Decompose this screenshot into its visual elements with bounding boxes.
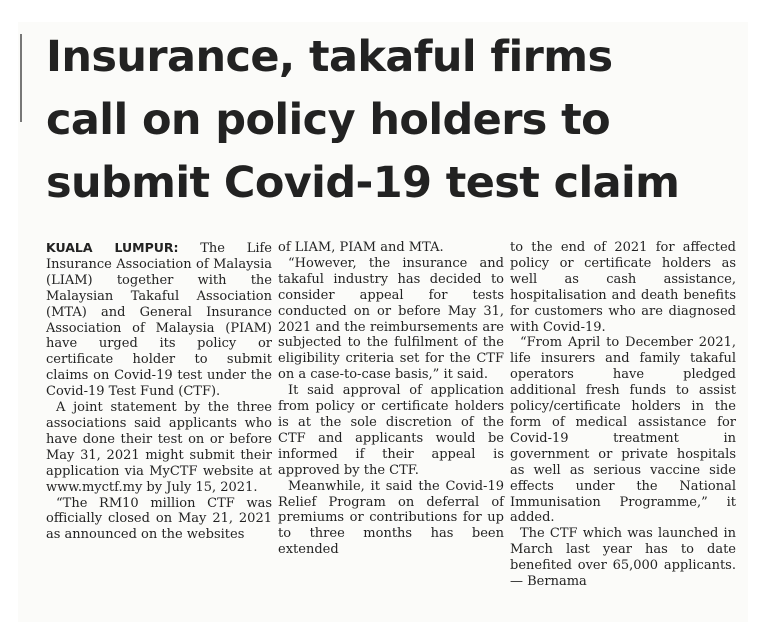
article-paragraph: “The RM10 million CTF was officially closed on May 21, 2021 as announced on the websites <box>46 495 272 543</box>
article-paragraph <box>46 240 272 400</box>
headline-line-3: submit Covid-19 test claim <box>46 158 680 208</box>
article-paragraph: of LIAM, PIAM and MTA. <box>278 240 444 255</box>
article-paragraph: “From April to December 2021, life insurers and family takaful operators have pledged additional fresh funds to assist policy/certificate holders in the form of medical assistance for Covid-19 treatment in government or private hospitals as well as serious vaccine side effects under the National Immunisation Programme,” it added. <box>510 335 736 526</box>
article-paragraph: to the end of 2021 for affected policy or certificate holders as well as cash assistance, hospitalisation and death benefits for customers who are diagnosed with Covid-19. <box>510 240 736 335</box>
article-paragraph: “However, the insurance and takaful industry has decided to consider appeal for tests conducted on or before May 31, 2021 and the reimbursements are subjected to the fulfilment of the eligibility criteria set for the CTF on a case-to-case basis,” it said. <box>278 255 504 383</box>
article-paragraph: The CTF which was launched in March last year has to date benefited over 65,000 applicants. — Bernama <box>510 526 736 590</box>
article-column-3 <box>510 240 736 620</box>
article-body <box>46 240 736 620</box>
headline <box>46 26 736 215</box>
article-paragraph: A joint statement by the three associations said applicants who have done their test on or before May 31, 2021 might submit their application via MyCTF website at www.myctf.my by July 15, 2021. <box>46 400 272 495</box>
article-column-1 <box>46 240 272 620</box>
dateline: KUALA LUMPUR: <box>46 240 179 255</box>
article-paragraph: Meanwhile, it said the Covid-19 Relief Program on deferral of premiums or contributions for up to three months has been extended <box>278 478 504 558</box>
headline-line-2: call on policy holders to <box>46 95 611 145</box>
article-column-2 <box>278 240 504 620</box>
lead-text: The Life Insurance Association of Malaysia (LIAM) together with the Malaysian Takaful Association (MTA) and General Insurance Association of Malaysia (PIAM) have urged its policy or certificate holder to submit claims on Covid-19 test under the Covid-19 Test Fund (CTF). <box>46 241 272 400</box>
headline-line-1: Insurance, takaful firms <box>46 32 613 82</box>
headline-rule <box>20 34 22 122</box>
article-paragraph: It said approval of application from policy or certificate holders is at the sole discretion of the CTF and applicants would be informed if their appeal is approved by the CTF. <box>278 383 504 478</box>
